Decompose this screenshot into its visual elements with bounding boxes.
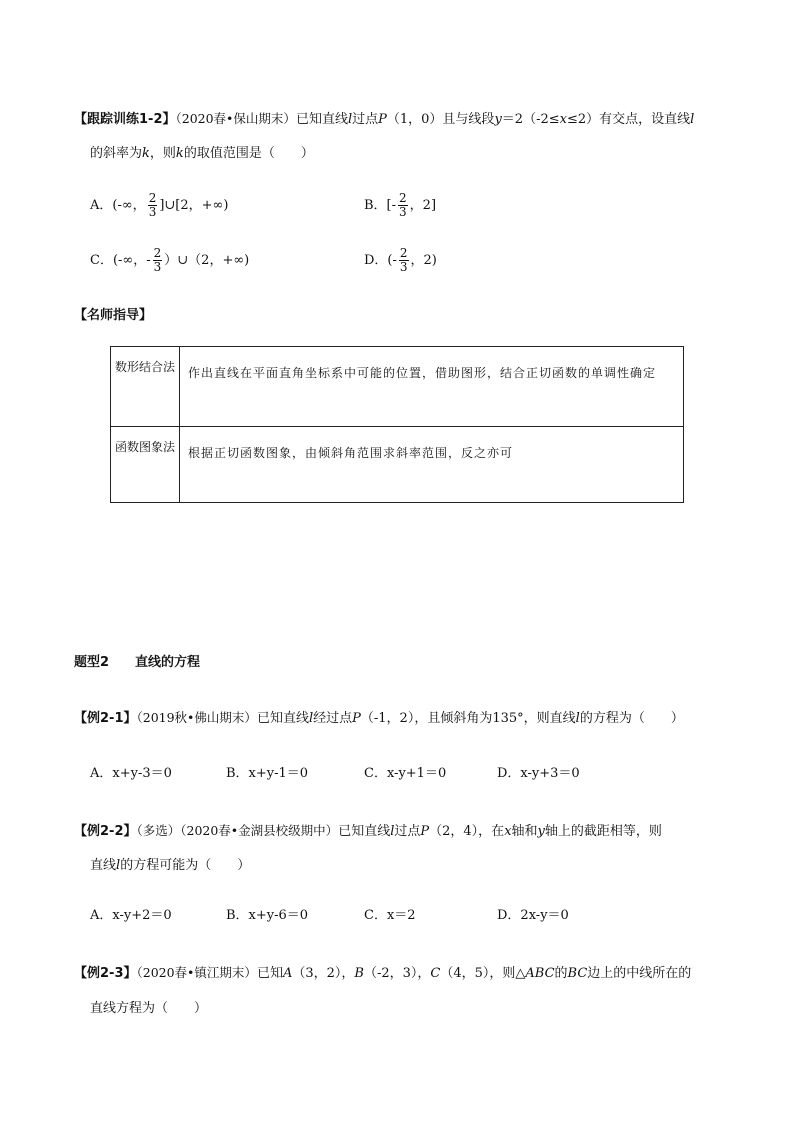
method-desc: 作出直线在平面直角坐标系中可能的位置，借助图形，结合正切函数的单调性确定: [180, 347, 684, 427]
stem-text: ＝2（-2≤: [501, 112, 560, 127]
var-k: k: [142, 146, 150, 161]
example-2-2-line2: 直线l的方程可能为（ ）: [90, 858, 251, 873]
fraction: $\frac{2}{3}$: [399, 191, 407, 219]
stem-text: 的取值范围是（ ）: [183, 146, 314, 161]
section-title: 题型2 直线的方程: [74, 655, 201, 670]
problem-1-2-line2: [90, 145, 314, 163]
option-c[interactable]: C．x＝2: [364, 908, 416, 923]
method-name: 函数图象法: [111, 427, 180, 503]
stem-text: （1，0）且与线段: [386, 112, 495, 127]
stem-text: 的斜率为: [90, 146, 143, 161]
stem-text: ≤2）有交点，设直线: [566, 112, 691, 127]
example-2-1-line1: 【例2-1】（2019秋•佛山期末）已知直线l经过点P（-1，2），且倾斜角为135°，则直线l的方程为（ ）: [74, 710, 684, 726]
guide-row: [111, 347, 684, 427]
method-name: 数形结合法: [111, 347, 180, 427]
var-k: k: [175, 146, 184, 161]
option-c[interactable]: C．x-y+1＝0: [364, 766, 447, 781]
stem-text: ，则: [149, 146, 176, 161]
var-y: y: [494, 112, 502, 127]
method-desc: 根据正切函数图象，由倾斜角范围求斜率范围，反之亦可: [180, 427, 684, 503]
option-c[interactable]: C．(-∞，- $\frac{2}{3}$ ）∪（2，+∞): [90, 246, 250, 274]
problem-tag: 【例2-2】: [74, 824, 137, 839]
option-b[interactable]: B．x+y-6＝0: [226, 908, 309, 923]
option-d[interactable]: D．2x-y＝0: [497, 908, 569, 923]
example-2-3-line1: 【例2-3】（2020春•镇江期末）已知A（3，2），B（-2，3），C（4，5），则△ABC的BC边上的中线所在的: [74, 965, 692, 981]
var-l: l: [690, 112, 695, 127]
guide-heading: 【名师指导】: [74, 308, 153, 323]
problem-tag: 【例2-3】: [74, 966, 137, 981]
fraction: $\frac{2}{3}$: [153, 246, 162, 274]
guide-table: [110, 346, 684, 503]
problem-source: （2020春•保山期末）: [175, 111, 296, 126]
option-a[interactable]: A．x+y-3＝0: [90, 766, 172, 781]
fraction: $\frac{2}{3}$: [399, 246, 408, 274]
example-2-2-line1: 【例2-2】（多选）（2020春•金湖县校级期中）已知直线l过点P（2，4），在x轴和y轴上的截距相等，则: [74, 823, 662, 839]
option-b[interactable]: B．x+y-1＝0: [226, 766, 309, 781]
problem-source: （2020春•镇江期末）: [136, 965, 257, 980]
var-p: P: [378, 112, 387, 127]
fraction: $\frac{2}{3}$: [148, 191, 157, 219]
option-a[interactable]: A．(-∞， $\frac{2}{3}$ ]∪[2，+∞): [90, 191, 229, 219]
stem-text: 已知直线: [295, 112, 348, 127]
example-2-3-line2: 直线方程为（ ）: [90, 1001, 208, 1016]
option-a[interactable]: A．x-y+2＝0: [90, 908, 172, 923]
var-x: x: [559, 112, 567, 127]
problem-source: （2019秋•佛山期末）: [136, 710, 257, 725]
problem-source: （多选）（2020春•金湖县校级期中）: [136, 823, 339, 838]
problem-tag: 【跟踪训练1-2】: [74, 112, 176, 127]
option-d[interactable]: D．x-y+3＝0: [497, 766, 580, 781]
guide-row: [111, 427, 684, 503]
option-b[interactable]: B．[- $\frac{2}{3}$ ，2]: [364, 191, 437, 219]
stem-text: 过点: [352, 112, 379, 127]
var-l: l: [347, 112, 353, 127]
problem-1-2-line1: [74, 110, 694, 129]
option-d[interactable]: D．(- $\frac{2}{3}$ ，2): [364, 246, 437, 274]
problem-tag: 【例2-1】: [74, 711, 137, 726]
